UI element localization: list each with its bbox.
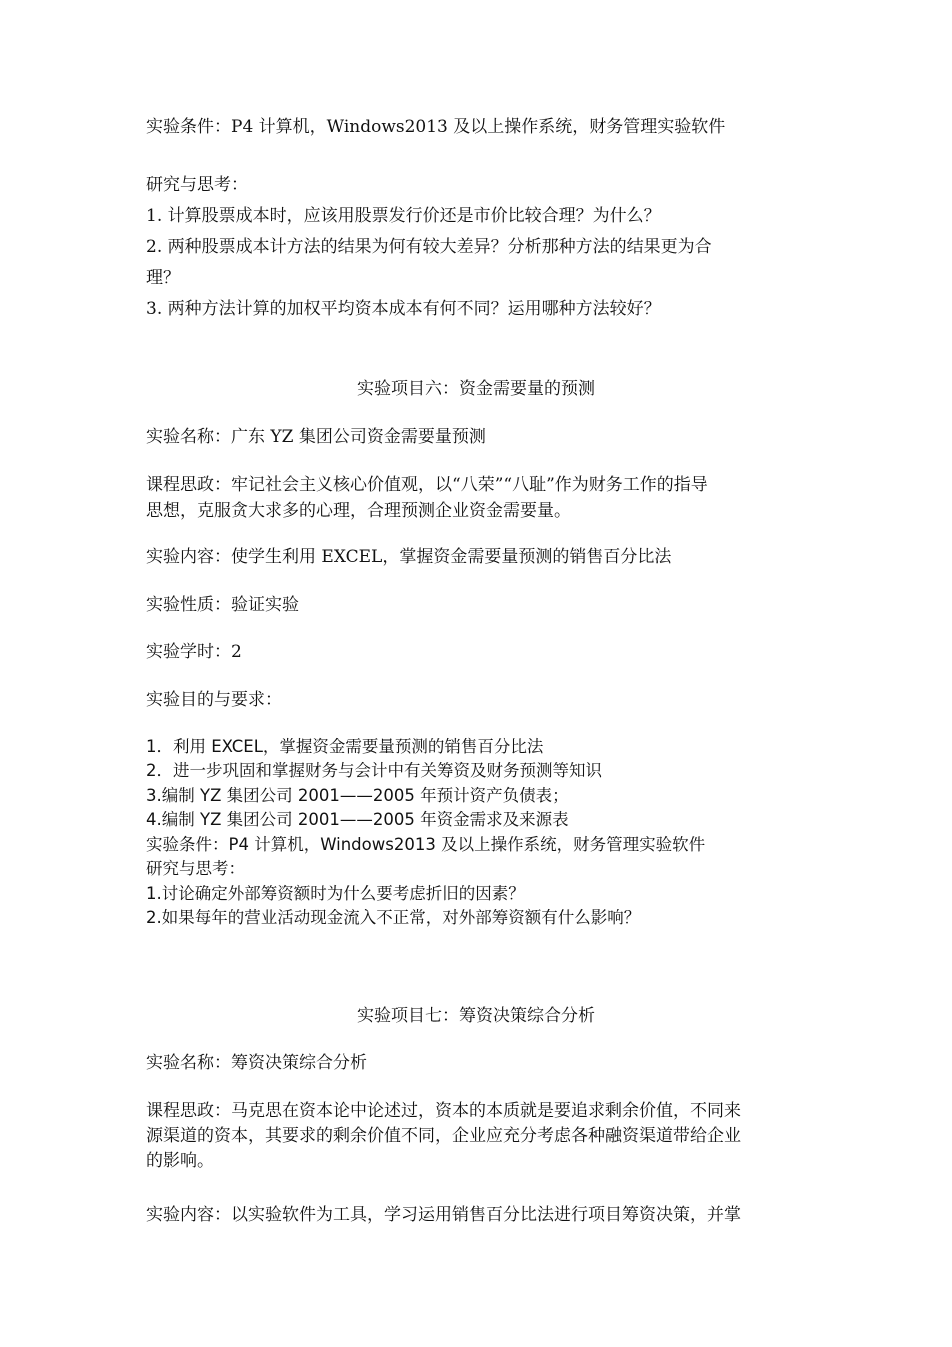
project-6-objectives-title: 实验目的与要求： xyxy=(146,690,282,710)
project-6-ideology-line-2: 思想，克服贪大求多的心理，合理预测企业资金需要量。 xyxy=(146,501,571,521)
research-question-2-line-1: 2. 两种股票成本计方法的结果为何有较大差异？分析那种方法的结果更为合 xyxy=(146,237,712,257)
project-6-objective-3: 3.编制 YZ 集团公司 2001——2005 年预计资产负债表； xyxy=(146,786,569,805)
project-6-name: 实验名称：广东 YZ 集团公司资金需要量预测 xyxy=(146,427,486,447)
project-6-research-title: 研究与思考： xyxy=(146,859,245,878)
project-6-hours: 实验学时：2 xyxy=(146,642,242,662)
project-6-heading: 实验项目六：资金需要量的预测 xyxy=(357,379,595,399)
project-6-nature: 实验性质：验证实验 xyxy=(146,595,299,615)
project-6-objective-4: 4.编制 YZ 集团公司 2001——2005 年资金需求及来源表 xyxy=(146,810,569,829)
project-6-conditions: 实验条件：P4 计算机，Windows2013 及以上操作系统，财务管理实验软件 xyxy=(146,835,706,854)
project-6-research-question-1: 1.讨论确定外部筹资额时为什么要考虑折旧的因素？ xyxy=(146,884,525,903)
research-question-3: 3. 两种方法计算的加权平均资本成本有何不同？运用哪种方法较好？ xyxy=(146,299,661,319)
research-title: 研究与思考： xyxy=(146,175,248,195)
project-6-objective-1: 1．利用 EXCEL，掌握资金需要量预测的销售百分比法 xyxy=(146,737,544,756)
project-7-content: 实验内容：以实验软件为工具，学习运用销售百分比法进行项目筹资决策，并掌 xyxy=(146,1205,741,1225)
project-7-name: 实验名称：筹资决策综合分析 xyxy=(146,1053,367,1073)
experiment-conditions: 实验条件：P4 计算机，Windows2013 及以上操作系统，财务管理实验软件 xyxy=(146,117,726,137)
project-7-ideology-line-2: 源渠道的资本，其要求的剩余价值不同，企业应充分考虑各种融资渠道带给企业 xyxy=(146,1126,741,1146)
project-7-ideology-line-1: 课程思政：马克思在资本论中论述过，资本的本质就是要追求剩余价值，不同来 xyxy=(146,1101,741,1121)
project-7-heading: 实验项目七：筹资决策综合分析 xyxy=(357,1006,595,1026)
project-6-ideology-line-1: 课程思政：牢记社会主义核心价值观，以“八荣”“八耻”作为财务工作的指导 xyxy=(146,475,708,495)
project-7-ideology-line-3: 的影响。 xyxy=(146,1151,214,1171)
project-6-content: 实验内容：使学生利用 EXCEL，掌握资金需要量预测的销售百分比法 xyxy=(146,547,672,567)
research-question-1: 1. 计算股票成本时，应该用股票发行价还是市价比较合理？为什么？ xyxy=(146,206,661,226)
project-6-objective-2: 2．进一步巩固和掌握财务与会计中有关筹资及财务预测等知识 xyxy=(146,761,602,780)
research-question-2-line-2: 理？ xyxy=(146,268,180,288)
project-6-research-question-2: 2.如果每年的营业活动现金流入不正常，对外部筹资额有什么影响？ xyxy=(146,908,641,927)
